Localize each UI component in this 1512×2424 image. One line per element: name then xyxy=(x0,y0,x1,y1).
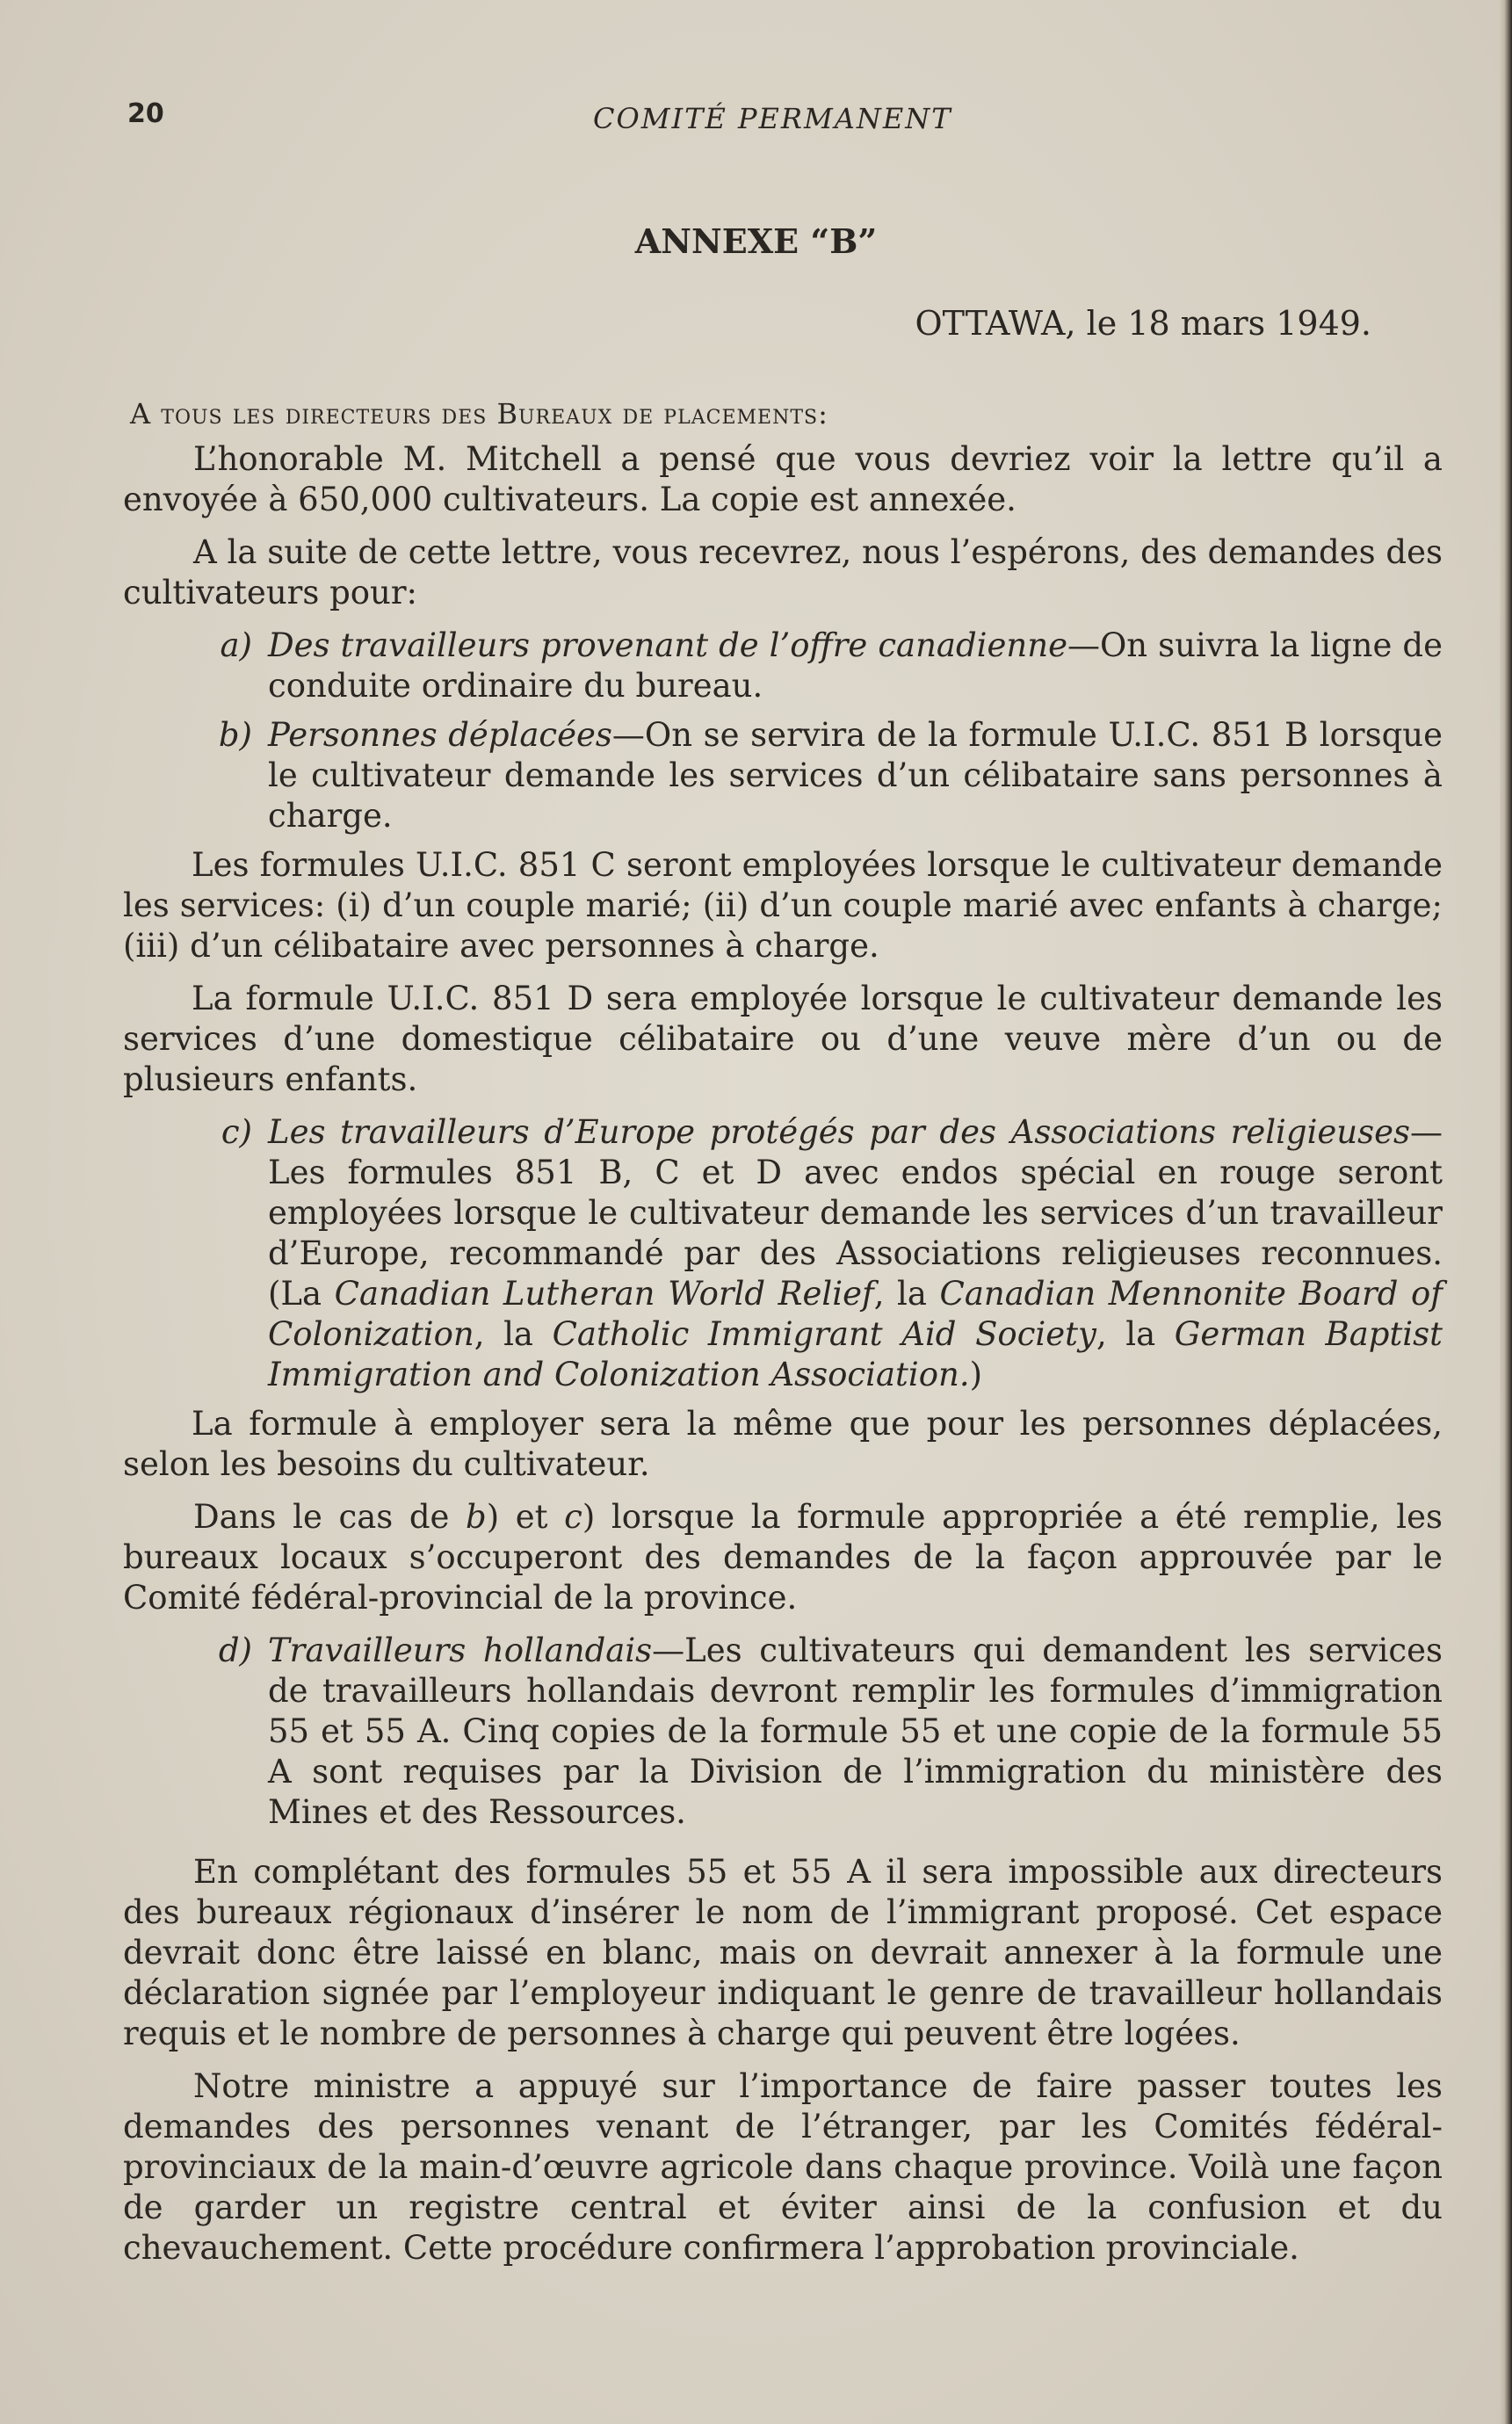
item-subparagraph: La formule à employer sera la même que pour les personnes déplacées, selon les besoins du cultivateur. xyxy=(123,1405,1443,1483)
organization-name: Canadian Mennonite Board of Colonization xyxy=(268,1275,1443,1353)
paragraph: Notre ministre a appuyé sur l’importance de faire passer toutes les demandes des personnes venant de l’étranger, par les Comités fédéral-provinciaux de la main-d’œuvre agricole dans chaque province. Voilà une façon de garder un registre central et éviter ainsi de la confusion et du chevauchement. Cette procédure confirmera l’approbation provinciale. xyxy=(123,2067,1443,2267)
separator: ) xyxy=(969,1356,983,1393)
list-item-b xyxy=(123,715,1443,836)
item-heading: Travailleurs hollandais xyxy=(268,1632,653,1669)
letter-body xyxy=(123,439,1443,2281)
annex-title: ANNEXE “B” xyxy=(634,221,878,261)
item-body: —Les formules 851 B, C et D avec endos spécial en rouge seront employées lorsque le cultivateur demande les services d’un travailleur d’Europe, recommandé par des Associations religieuses reconnues. (La xyxy=(268,1113,1443,1313)
item-subparagraph: Les formules U.I.C. 851 C seront employées lorsque le cultivateur demande les services: (i) d’un couple marié; (ii) d’un couple marié avec enfants à charge; (iii) d’un célibataire avec personnes à charge. xyxy=(123,846,1443,965)
list-item-a xyxy=(123,626,1443,706)
paragraph: L’honorable M. Mitchell a pensé que vous devriez voir la lettre qu’il a envoyée à 650,000 cultivateurs. La copie est annexée. xyxy=(123,440,1443,518)
organization-name: German Baptist Immigration and Colonization Association. xyxy=(268,1315,1443,1393)
salutation: A tous les directeurs des Bureaux de placements: xyxy=(130,397,828,431)
item-text xyxy=(268,715,1443,836)
item-body: —Les cultivateurs qui demandent les services de travailleurs hollandais devront remplir les formules d’immigration 55 et 55 A. Cinq copies de la formule 55 et une copie de la formule 55 A sont requises par la Division de l’immigration du ministère des Mines et des Ressources. xyxy=(268,1632,1443,1831)
list-item-d xyxy=(123,1631,1443,1833)
item-label: b) xyxy=(218,716,252,754)
running-title: COMITÉ PERMANENT xyxy=(593,102,952,135)
page-edge-shadow xyxy=(1500,0,1512,2424)
list-item-c xyxy=(123,1112,1443,1395)
separator: , la xyxy=(1096,1315,1175,1353)
organization-name: Catholic Immigrant Aid Society xyxy=(552,1315,1096,1353)
item-subparagraph: La formule U.I.C. 851 D sera employée lorsque le cultivateur demande les services d’une domestique célibataire ou d’une veuve mère d’un ou de plusieurs enfants. xyxy=(123,980,1443,1098)
item-heading: Personnes déplacées xyxy=(268,716,612,754)
item-label: d) xyxy=(218,1632,252,1669)
item-text xyxy=(268,626,1443,706)
organization-name: Canadian Lutheran World Relief xyxy=(334,1275,874,1313)
item-body: —On se servira de la formule U.I.C. 851 B lorsque le cultivateur demande les services d’un célibataire sans personnes à charge. xyxy=(268,716,1443,835)
page-number: 20 xyxy=(127,98,164,129)
item-heading: Les travailleurs d’Europe protégés par des Associations religieuses xyxy=(268,1113,1410,1151)
dateline: OTTAWA, le 18 mars 1949. xyxy=(915,304,1371,343)
item-text xyxy=(268,1631,1443,1833)
paragraph: En complétant des formules 55 et 55 A il sera impossible aux directeurs des bureaux régionaux d’insérer le nom de l’immigrant proposé. Cet espace devrait donc être laissé en blanc, mais on devrait annexer à la formule une déclaration signée par l’employeur indiquant le genre de travailleur hollandais requis et le nombre de personnes à charge qui peuvent être logées. xyxy=(123,1853,1443,2052)
text-run: ) et xyxy=(486,1498,565,1536)
item-reference: b xyxy=(466,1498,487,1536)
text-run: Dans le cas de xyxy=(193,1498,467,1536)
item-label: a) xyxy=(220,626,252,664)
paragraph: A la suite de cette lettre, vous recevrez, nous l’espérons, des demandes des cultivateurs pour: xyxy=(123,533,1443,611)
separator: , la xyxy=(873,1275,940,1313)
item-text xyxy=(268,1112,1443,1395)
separator: , la xyxy=(474,1315,553,1353)
text-run: ) lorsque la formule appropriée a été remplie, les bureaux locaux s’occuperont des demandes de la façon approuvée par le Comité fédéral-provincial de la province. xyxy=(123,1498,1443,1617)
item-reference: c xyxy=(564,1498,582,1536)
item-heading: Des travailleurs provenant de l’offre canadienne xyxy=(268,626,1067,664)
item-body: —On suivra la ligne de conduite ordinaire du bureau. xyxy=(268,626,1443,705)
page-header xyxy=(127,98,1428,151)
item-label: c) xyxy=(221,1113,252,1151)
paragraph xyxy=(123,1497,1443,1618)
